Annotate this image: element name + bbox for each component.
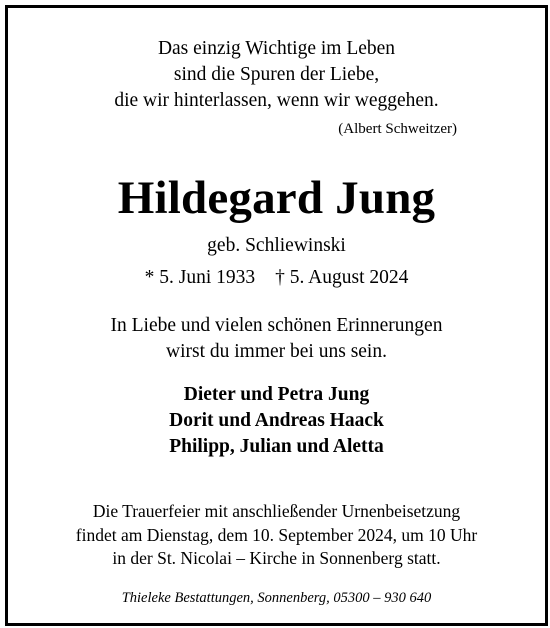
memorial-message <box>8 313 545 365</box>
death-date: † 5. August 2024 <box>275 267 409 288</box>
birth-date: * 5. Juni 1933 <box>144 267 256 288</box>
family-line: Dieter und Petra Jung <box>183 384 370 405</box>
ceremony-line: Die Trauerfeier mit anschließender Urnenbeisetzung <box>92 501 461 521</box>
quote-author: (Albert Schweitzer) <box>338 121 457 137</box>
ceremony-line: in der St. Nicolai – Kirche in Sonnenberg statt. <box>112 548 441 568</box>
memorial-quote <box>8 36 545 114</box>
life-dates <box>8 265 545 291</box>
quote-line: sind die Spuren der Liebe, <box>173 64 380 85</box>
born-name: geb. Schliewinski <box>207 235 346 256</box>
message-line: wirst du immer bei uns sein. <box>166 341 387 362</box>
family-line: Philipp, Julian und Aletta <box>169 436 384 457</box>
family-line: Dorit und Andreas Haack <box>169 410 384 431</box>
quote-line: Das einzig Wichtige im Leben <box>157 38 396 59</box>
ceremony-notice <box>8 500 545 571</box>
quote-line: die wir hinterlassen, wenn wir weggehen. <box>114 90 439 111</box>
deceased-name: Hildegard Jung <box>117 172 436 224</box>
obituary-frame <box>5 5 548 626</box>
undertaker-contact: Thieleke Bestattungen, Sonnenberg, 05300 – 930 640 <box>121 590 432 606</box>
ceremony-line: findet am Dienstag, dem 10. September 2024, um 10 Uhr <box>75 524 478 545</box>
family-signatures <box>8 382 545 460</box>
message-line: In Liebe und vielen schönen Erinnerungen <box>110 315 443 336</box>
